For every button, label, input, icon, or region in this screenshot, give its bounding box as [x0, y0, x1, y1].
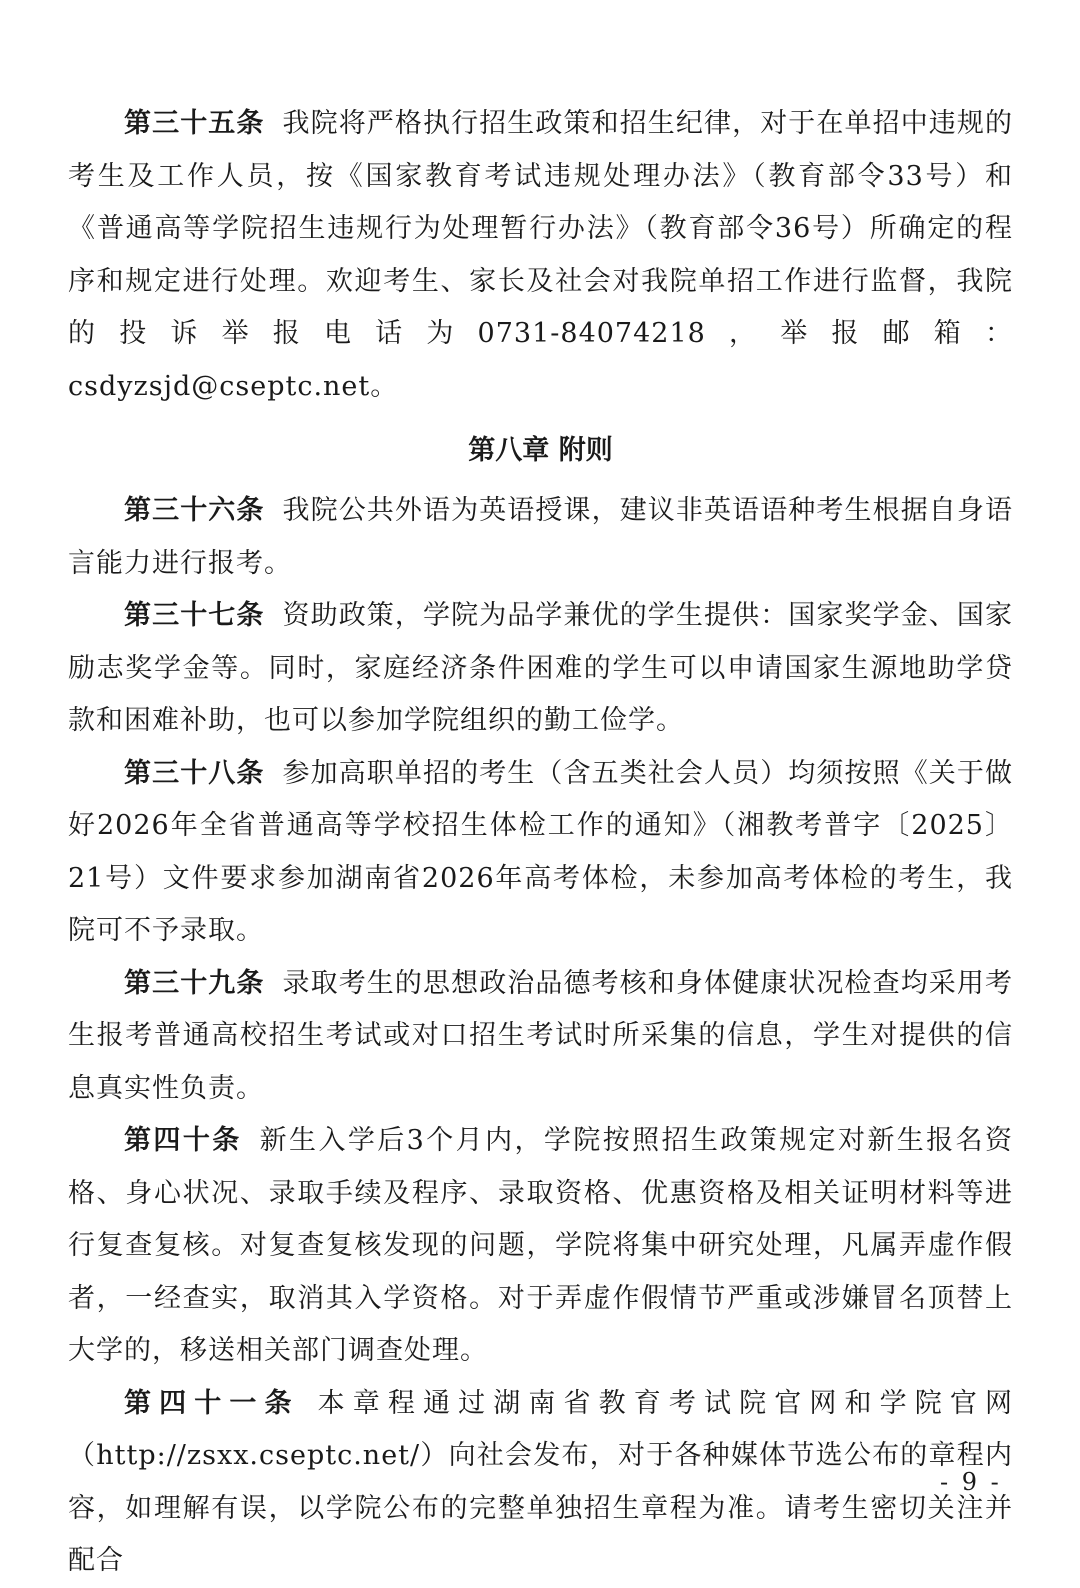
article-text: 本章程通过湖南省教育考试院官网和学院官网（http://zsxx.cseptc.net/）向社会发布，对于各种媒体节选公布的章程内容，如理解有误，以学院公布的完整单独招生章程为准。请考生密切关注并配合	[68, 1387, 1013, 1576]
article-label: 第三十七条	[124, 600, 265, 631]
article-text: 我院公共外语为英语授课，建议非英语语种考生根据自身语言能力进行报考。	[68, 495, 1013, 579]
article-label: 第四十条	[124, 1125, 242, 1156]
article-36	[68, 485, 1013, 590]
article-label: 第三十八条	[124, 757, 265, 789]
article-text: 新生入学后3个月内，学院按照招生政策规定对新生报名资格、身心状况、录取手续及程序、录取资格、优惠资格及相关证明材料等进行复查复核。对复查复核发现的问题，学院将集中研究处理，凡属弄虚作假者，一经查实，取消其入学资格。对于弄虚作假情节严重或涉嫌冒名顶替上大学的，移送相关部门调查处理。	[68, 1125, 1014, 1366]
article-39	[68, 958, 1013, 1116]
article-text: 录取考生的思想政治品德考核和身体健康状况检查均采用考生报考普通高校招生考试或对口招生考试时所采集的信息，学生对提供的信息真实性负责。	[68, 967, 1013, 1104]
article-35	[68, 98, 1013, 413]
article-label: 第三十五条	[124, 108, 265, 139]
article-label: 第四十一条	[124, 1387, 300, 1419]
chapter-heading: 第八章 附则	[468, 435, 613, 466]
article-text: 参加高职单招的考生（含五类社会人员）均须按照《关于做好2026年全省普通高等学校招生体检工作的通知》（湘教考普字〔2025〕21号）文件要求参加湖南省2026年高考体检，未参加高考体检的考生，我院可不予录取。	[68, 757, 1013, 946]
body-text	[68, 98, 1013, 1588]
article-40	[68, 1115, 1013, 1378]
article-label: 第三十六条	[124, 495, 265, 526]
article-37	[68, 590, 1013, 748]
article-text: 我院将严格执行招生政策和招生纪律，对于在单招中违规的考生及工作人员，按《国家教育考试违规处理办法》（教育部令33号）和《普通高等学院招生违规行为处理暂行办法》（教育部令36号）所确定的程序和规定进行处理。欢迎考生、家长及社会对我院单招工作进行监督，我院的投诉举报电话为0731-84074218，举报邮箱：csdyzsjd@cseptc.net。	[68, 108, 1013, 402]
page-number: - 9 -	[940, 1468, 1002, 1496]
article-label: 第三十九条	[124, 967, 265, 999]
article-38	[68, 748, 1013, 958]
article-text: 资助政策，学院为品学兼优的学生提供：国家奖学金、国家励志奖学金等。同时，家庭经济条件困难的学生可以申请国家生源地助学贷款和困难补助，也可以参加学院组织的勤工俭学。	[68, 600, 1013, 736]
article-41	[68, 1378, 1013, 1588]
